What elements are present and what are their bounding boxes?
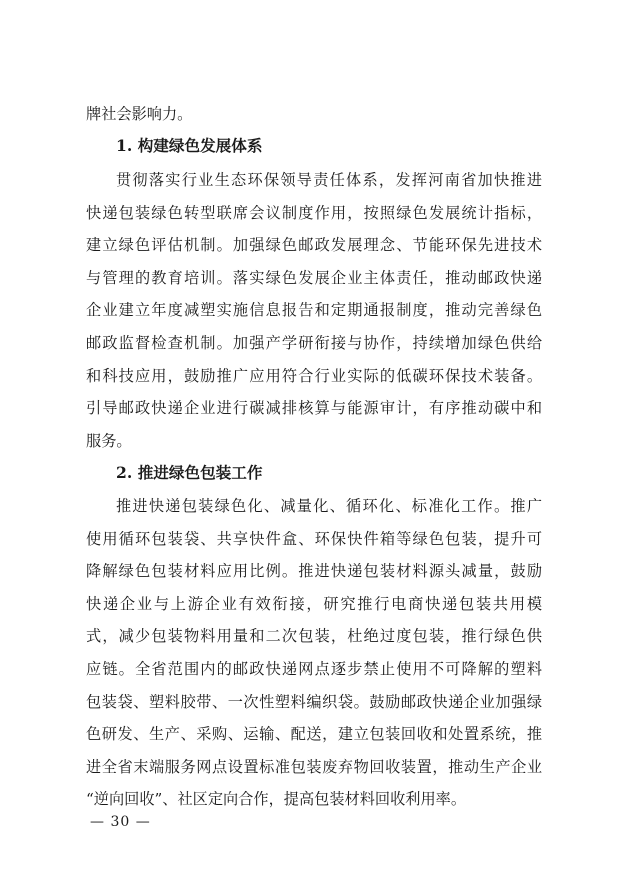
paragraph-line: “逆向回收”、社区定向合作，提高包装材料回收利用率。	[86, 790, 467, 808]
paragraph-line: 式，减少包装物料用量和二次包装，杜绝过度包装，推行绿色供	[86, 627, 542, 645]
paragraph-line: 服务。	[86, 432, 132, 450]
paragraph-line: 引导邮政快递企业进行碳减排核算与能源审计，有序推动碳中和	[86, 399, 542, 417]
paragraph-line: 与管理的教育培训。落实绿色发展企业主体责任，推动邮政快递	[86, 269, 542, 287]
paragraph-line: 包装袋、塑料胶带、一次性塑料编织袋。鼓励邮政快递企业加强绿	[86, 693, 542, 711]
section-2-heading: 2. 推进绿色包装工作	[116, 463, 263, 482]
paragraph-line: 色研发、生产、采购、运输、配送，建立包装回收和处置系统，推	[86, 725, 542, 743]
page-number: — 30 —	[90, 814, 151, 830]
opening-line: 牌社会影响力。	[86, 105, 193, 123]
section-1-heading: 1. 构建绿色发展体系	[116, 136, 263, 155]
paragraph-line: 建立绿色评估机制。加强绿色邮政发展理念、节能环保先进技术	[86, 236, 542, 254]
paragraph-line: 邮政监督检查机制。加强产学研衔接与协作，持续增加绿色供给	[86, 334, 542, 352]
paragraph-line: 应链。全省范围内的邮政快递网点逐步禁止使用不可降解的塑料	[86, 660, 542, 678]
paragraph-line: 快递包装绿色转型联席会议制度作用，按照绿色发展统计指标，	[86, 204, 542, 222]
paragraph-line: 贯彻落实行业生态环保领导责任体系，发挥河南省加快推进	[116, 171, 542, 189]
paragraph-line: 降解绿色包装材料应用比例。推进快递包装材料源头减量，鼓励	[86, 562, 542, 580]
paragraph-line: 和科技应用，鼓励推广应用符合行业实际的低碳环保技术装备。	[86, 367, 542, 385]
paragraph-line: 企业建立年度减塑实施信息报告和定期通报制度，推动完善绿色	[86, 301, 542, 319]
paragraph-line: 使用循环包装袋、共享快件盒、环保快件箱等绿色包装，提升可	[86, 530, 542, 548]
paragraph-line: 进全省末端服务网点设置标准包装废弃物回收装置，推动生产企业	[86, 758, 542, 776]
paragraph-line: 快递企业与上游企业有效衔接，研究推行电商快递包装共用模	[86, 595, 542, 613]
paragraph-line: 推进快递包装绿色化、减量化、循环化、标准化工作。推广	[116, 497, 542, 515]
